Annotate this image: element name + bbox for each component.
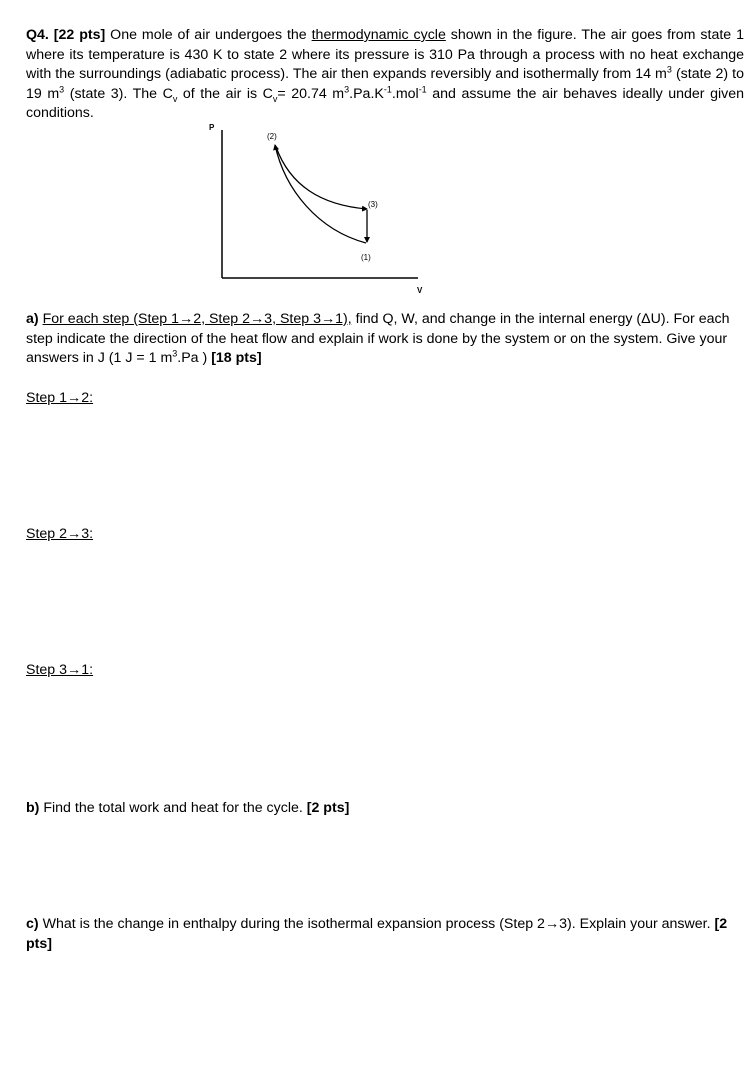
state-2-label: (2)	[267, 132, 277, 141]
pv-diagram	[0, 0, 754, 300]
part-b-text	[26, 799, 744, 819]
superscript-3: 3	[59, 83, 65, 94]
question-number: Q4.	[26, 27, 49, 43]
part-c-body: What is the change in enthalpy during the isothermal expansion process (Step 2→3). Explain your answer.	[38, 916, 715, 932]
question-text-6: = 20.74 m	[277, 85, 345, 102]
superscript-3: 3	[666, 64, 672, 75]
part-a-letter: a)	[26, 311, 39, 327]
question-text-3: (state 2) to 19 m	[26, 66, 744, 102]
question-text-4: (state 3). The C	[64, 85, 173, 102]
superscript-3: 3	[344, 83, 350, 94]
p-axis-label: P	[209, 123, 215, 132]
part-b-points: [2 pts]	[306, 800, 350, 816]
part-a-body: find Q, W, and change in the internal energy (ΔU). For each step indicate the direction of the heat flow and explain if work is done by the system or on the system. Give your answers in J (1 J = 1 m	[26, 311, 730, 366]
step-1-2-label: Step 1→2:	[26, 390, 94, 406]
question-text-7: .Pa.K	[349, 85, 384, 102]
state-1-label: (1)	[361, 253, 371, 262]
superscript-neg1: -1	[418, 83, 427, 94]
question-text-1: One mole of air undergoes the	[105, 27, 312, 43]
superscript-3: 3	[172, 348, 178, 359]
question-text-9: and assume the air behaves ideally under given conditions.	[26, 85, 745, 121]
part-c-text	[26, 915, 744, 954]
part-b-body: Find the total work and heat for the cycle.	[39, 800, 307, 816]
step-3-1-label: Step 3→1:	[26, 662, 94, 678]
question-text-2: shown in the figure. The air goes from state 1 where its temperature is 430 K to state 2 where its pressure is 310 Pa through a process with no heat exchange with the surroundings (adiabatic process). The air then expands reversibly and isothermally from 14 m	[26, 27, 744, 82]
adiabatic-curve-1-2	[275, 145, 366, 243]
state-3-label: (3)	[368, 200, 378, 209]
part-a-body-end: .Pa )	[177, 350, 212, 366]
part-c-points: [2 pts]	[26, 916, 728, 952]
question-points: [22 pts]	[53, 27, 106, 43]
isothermal-curve-2-3	[276, 147, 367, 209]
part-a-underlined: For each step (Step 1→2, Step 2→3, Step 3→1),	[42, 311, 352, 327]
question-text-5: of the air is C	[177, 85, 273, 102]
question-text-8: .mol	[391, 85, 419, 102]
part-c-letter: c)	[26, 916, 39, 932]
step-2-3-label: Step 2→3:	[26, 526, 94, 542]
subscript-v: v	[172, 93, 178, 104]
superscript-neg1: -1	[383, 83, 392, 94]
part-b-letter: b)	[26, 800, 40, 816]
part-a-text	[26, 310, 744, 369]
part-a-points: [18 pts]	[211, 350, 262, 366]
thermodynamic-cycle-link[interactable]: thermodynamic cycle	[311, 27, 446, 43]
v-axis-label: V	[417, 286, 423, 295]
subscript-v: v	[272, 93, 278, 104]
